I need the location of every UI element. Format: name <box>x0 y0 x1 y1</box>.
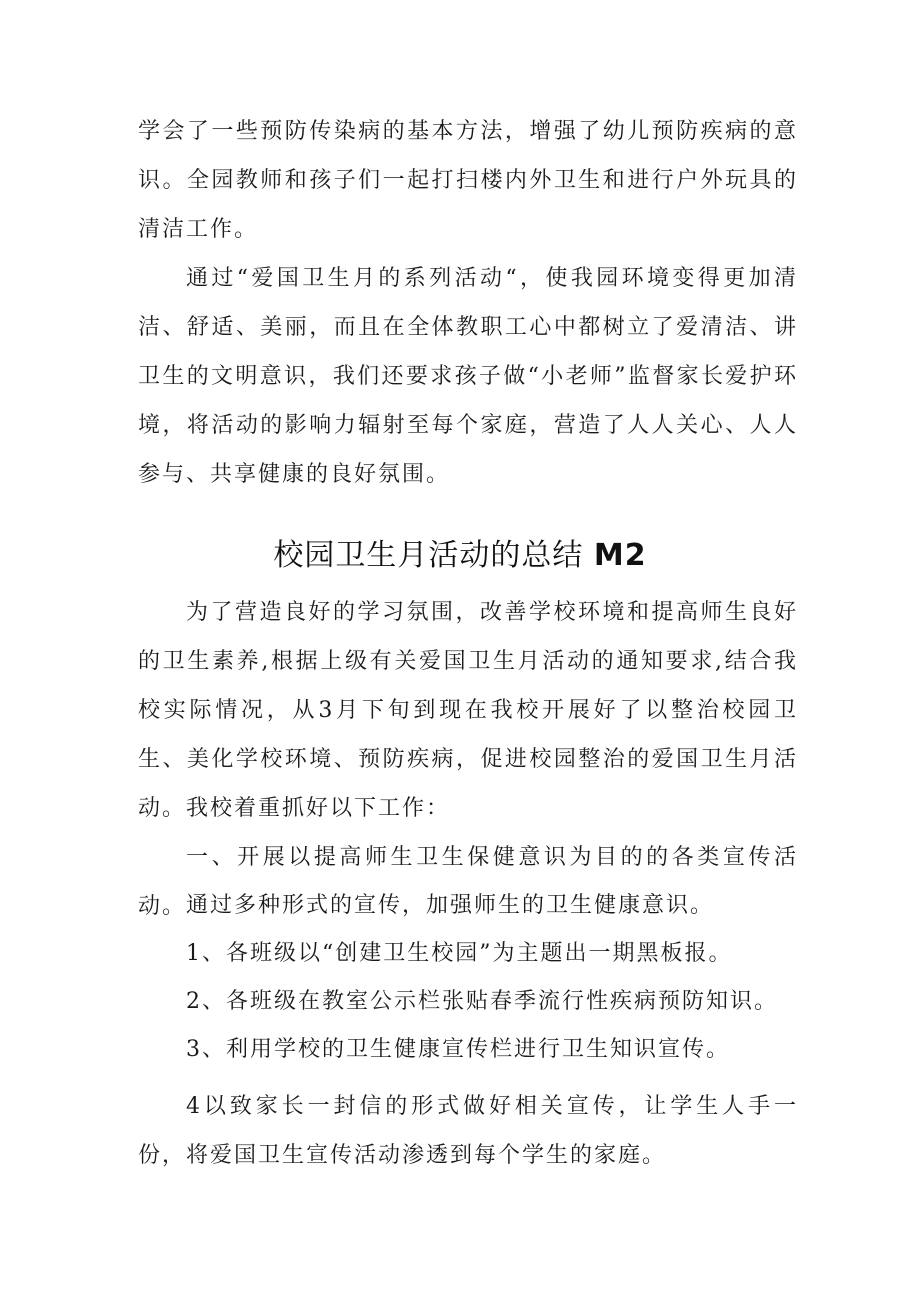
list-item: 3、利用学校的卫生健康宣传栏进行卫生知识宣传。 <box>186 1037 730 1062</box>
paragraph-intro: 为了营造良好的学习氛围，改善学校环境和提高师生良好的卫生素养,根据上级有关爱国卫生月活动的通知要求,结合我校实际情况，从3月下旬到现在我校开展好了以整治校园卫生、美化学校环境、预防疾病，促进校园整治的爱国卫生月活动。我校着重抓好以下工作： <box>138 600 798 821</box>
list-item: 2、各班级在教室公示栏张贴春季流行性疾病预防知识。 <box>186 989 778 1014</box>
section-title-text: 校园卫生月活动的总结 <box>273 538 584 573</box>
paragraph-patriotic-health-month: 通过“爱国卫生月的系列活动“，使我园环境变得更加清洁、舒适、美丽，而且在全体教职工心中都树立了爱清洁、讲卫生的文明意识，我们还要求孩子做“小老师”监督家长爱护环境，将活动的影响力辐射至每个家庭，营造了人人关心、人人参与、共享健康的良好氛围。 <box>138 266 798 487</box>
section-title <box>0 531 920 581</box>
list-item: 1、各班级以“创建卫生校园”为主题出一期黑板报。 <box>186 941 733 966</box>
list-item: 4以致家长一封信的形式做好相关宣传，让学生人手一份，将爱国卫生宣传活动渗透到每个学生的家庭。 <box>138 1094 798 1168</box>
paragraph-continued: 学会了一些预防传染病的基本方法，增强了幼儿预防疾病的意识。全园教师和孩子们一起打扫楼内外卫生和进行户外玩具的清洁工作。 <box>138 119 798 242</box>
section-title-code: M2 <box>593 538 647 573</box>
paragraph-lead: 通过多种形式的宣传，加强师生的卫生健康意识。 <box>186 893 715 918</box>
heading-item-one: 一、开展以提高师生卫生保健意识为目的的各类宣传活动。 <box>138 845 798 919</box>
